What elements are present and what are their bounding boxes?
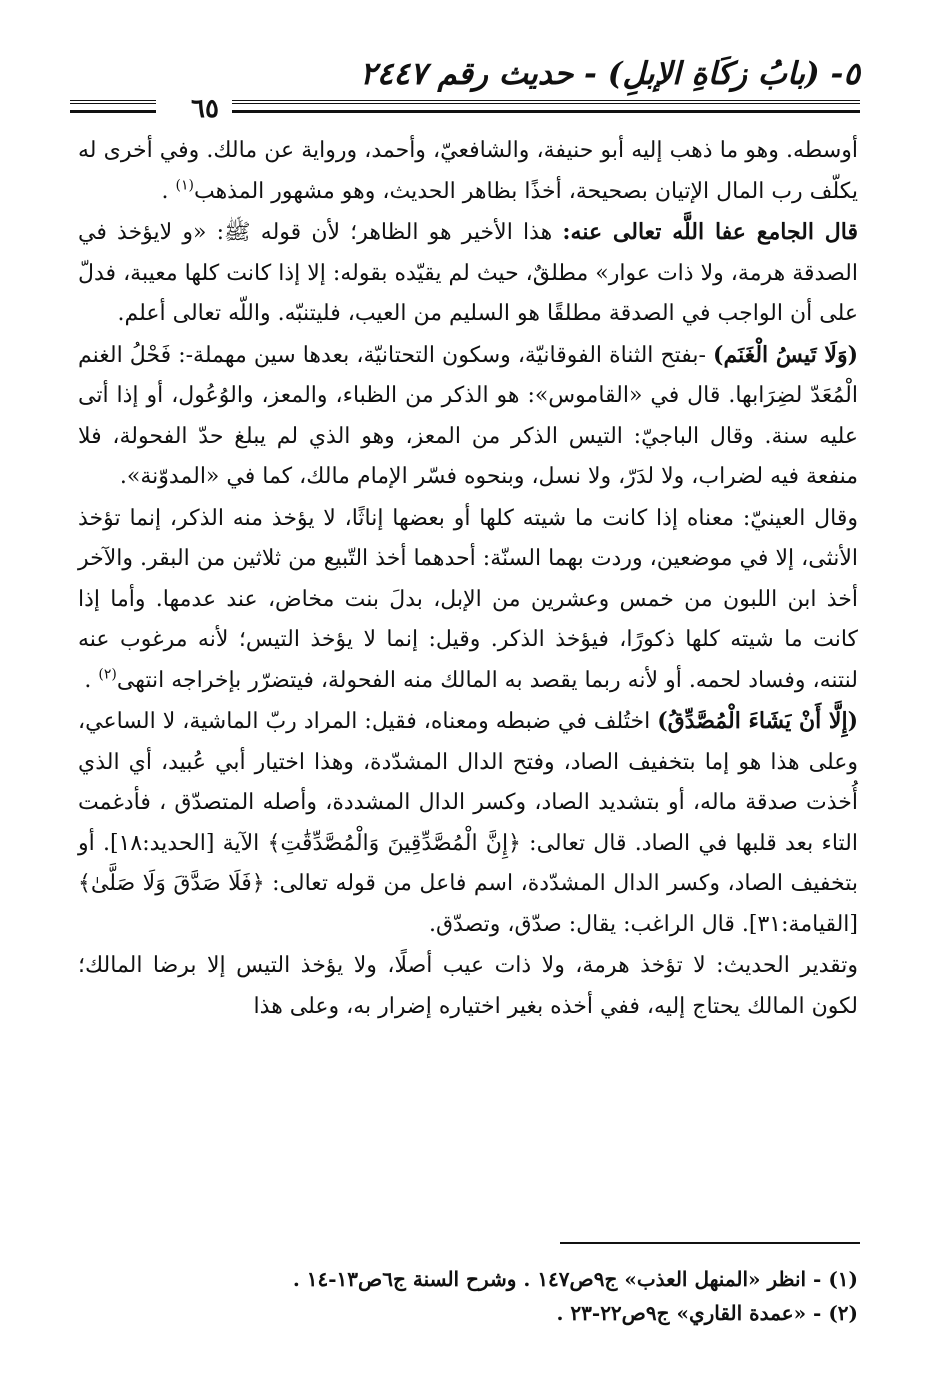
page-header: [70, 44, 860, 124]
footnote-separator: [560, 1242, 860, 1244]
header-rule-left: [70, 100, 156, 104]
paragraph-lead: قال الجامع عفا اللَّه تعالى عنه:: [562, 219, 858, 245]
paragraph-lead: (إِلَّا أَنْ يَشَاءَ الْمُصَّدِّقُ): [657, 708, 858, 734]
paragraph: [78, 498, 858, 702]
paragraph-text: اختُلف في ضبطه ومعناه، فقيل: المراد ربّ الماشية، لا الساعي، وعلى هذا هو إما بتخفيف الصاد، وفتح الدال المشدّدة، وهذا اختيار أبي عُبيد، أي الذي أُخذت صدقة ماله، أو بتشديد الصاد، وكسر الدال المشددة، وأصله المتصدّق ، فأدغمت التاء بعد قلبها في الصاد. قال تعالى: ﴿إِنَّ الْمُصَّدِّقِينَ وَالْمُصَّدِّقَٰتِ﴾ الآية [الحديد:١٨]. أو بتخفيف الصاد، وكسر الدال المشدّدة، اسم فاعل من قوله تعالى: ﴿فَلَا صَدَّقَ وَلَا صَلَّىٰ﴾ [القيامة:٣١]. قال الراغب: يقال: صدّق، وتصدّق.: [78, 709, 858, 937]
paragraph-lead: (وَلَا تَيسُ الْغَنَم): [713, 341, 858, 368]
paragraph: [78, 212, 858, 335]
header-rule-right: [232, 100, 860, 104]
paragraph-text: هذا الأخير هو الظاهر؛ لأن قوله ﷺ: «و لايؤخذ في الصدقة هرمة، ولا ذات عوار» مطلقٌ، حيث لم يقيّده بقوله: إلا إذا كانت كلها معيبة، فدلّ على أن الواجب في الصدقة مطلقًا هو السليم من العيب، فليتنبّه. واللّه تعالى أعلم.: [78, 220, 858, 326]
paragraph: [78, 130, 858, 212]
paragraph: [78, 701, 858, 945]
paragraph-tail: .: [84, 667, 99, 693]
paragraph-text: أوسطه. وهو ما ذهب إليه أبو حنيفة، والشافعيّ، وأحمد، ورواية عن مالك. وفي أخرى له يكلّف رب المال الإتيان بصحيحة، أخذًا بظاهر الحديث، وهو مشهور المذهب: [78, 138, 858, 204]
header-rule-right-lower: [232, 110, 860, 113]
footnotes: [78, 1262, 858, 1330]
paragraph-text: -بفتح الثناة الفوقانيّة، وسكون التحتانيّة، بعدها سين مهملة-: فَحْلُ الغنم الْمُعَدّ لضِرَابها. قال في «القاموس»: هو الذكر من الظباء، والمعز، والوُعُول، أو إذا أتى عليه سنة. وقال الباجيّ: التيس الذكر من المعز، وهو الذي لم يبلغ حدّ الفحولة، فلا منفعة فيه لضراب، ولا لدَرّ، ولا نسل، وبنحوه فسّر الإمام مالك، كما في «المدوّنة».: [78, 342, 858, 489]
footnote-ref: (٢): [98, 666, 117, 683]
paragraph-text: وقال العينيّ: معناه إذا كانت ما شيته كلها أو بعضها إناثًا، لا يؤخذ منه الذكر، إنما تؤخذ الأنثى، إلا في موضعين، وردت بهما السنّة: أحدهما أخذ التّبيع من ثلاثين من البقر. والآخر أخذ ابن اللبون من خمس وعشرين من الإبل، بدلَ بنت مخاض، عند عدمها. وأما إذا كانت ما شيته كلها ذكورًا، فيؤخذ الذكر. وقيل: إنما لا يؤخذ التيس؛ لأنه مرغوب عنه لنتنه، وفساد لحمه. أو لأنه ربما يقصد به المالك منه الفحولة، فيتضرّر بإخراجه انتهى: [78, 505, 858, 693]
header-rules: [70, 96, 860, 122]
page-number: ٦٥: [191, 94, 219, 124]
paragraph: [78, 945, 858, 1027]
paragraph: [78, 335, 858, 498]
chapter-title: ٥- (بابُ زكَاةِ الإبلِ) - حديث رقم ٢٤٤٧: [360, 56, 860, 92]
footnote: (١) - انظر «المنهل العذب» ج٩ص١٤٧ . وشرح السنة ج٦ص١٣-١٤ .: [292, 1267, 858, 1291]
body-text: [78, 130, 858, 1027]
paragraph-tail: .: [161, 178, 176, 204]
footnote: (٢) - «عمدة القاري» ج٩ص٢٢-٢٣ .: [556, 1301, 858, 1325]
paragraph-text: وتقدير الحديث: لا تؤخذ هرمة، ولا ذات عيب أصلًا، ولا يؤخذ التيس إلا برضا المالك؛ لكون المالك يحتاج إليه، ففي أخذه بغير اختياره إضرار به، وعلى هذا: [78, 953, 858, 1019]
footnote-ref: (١): [175, 177, 194, 194]
header-rule-left-lower: [70, 110, 156, 113]
